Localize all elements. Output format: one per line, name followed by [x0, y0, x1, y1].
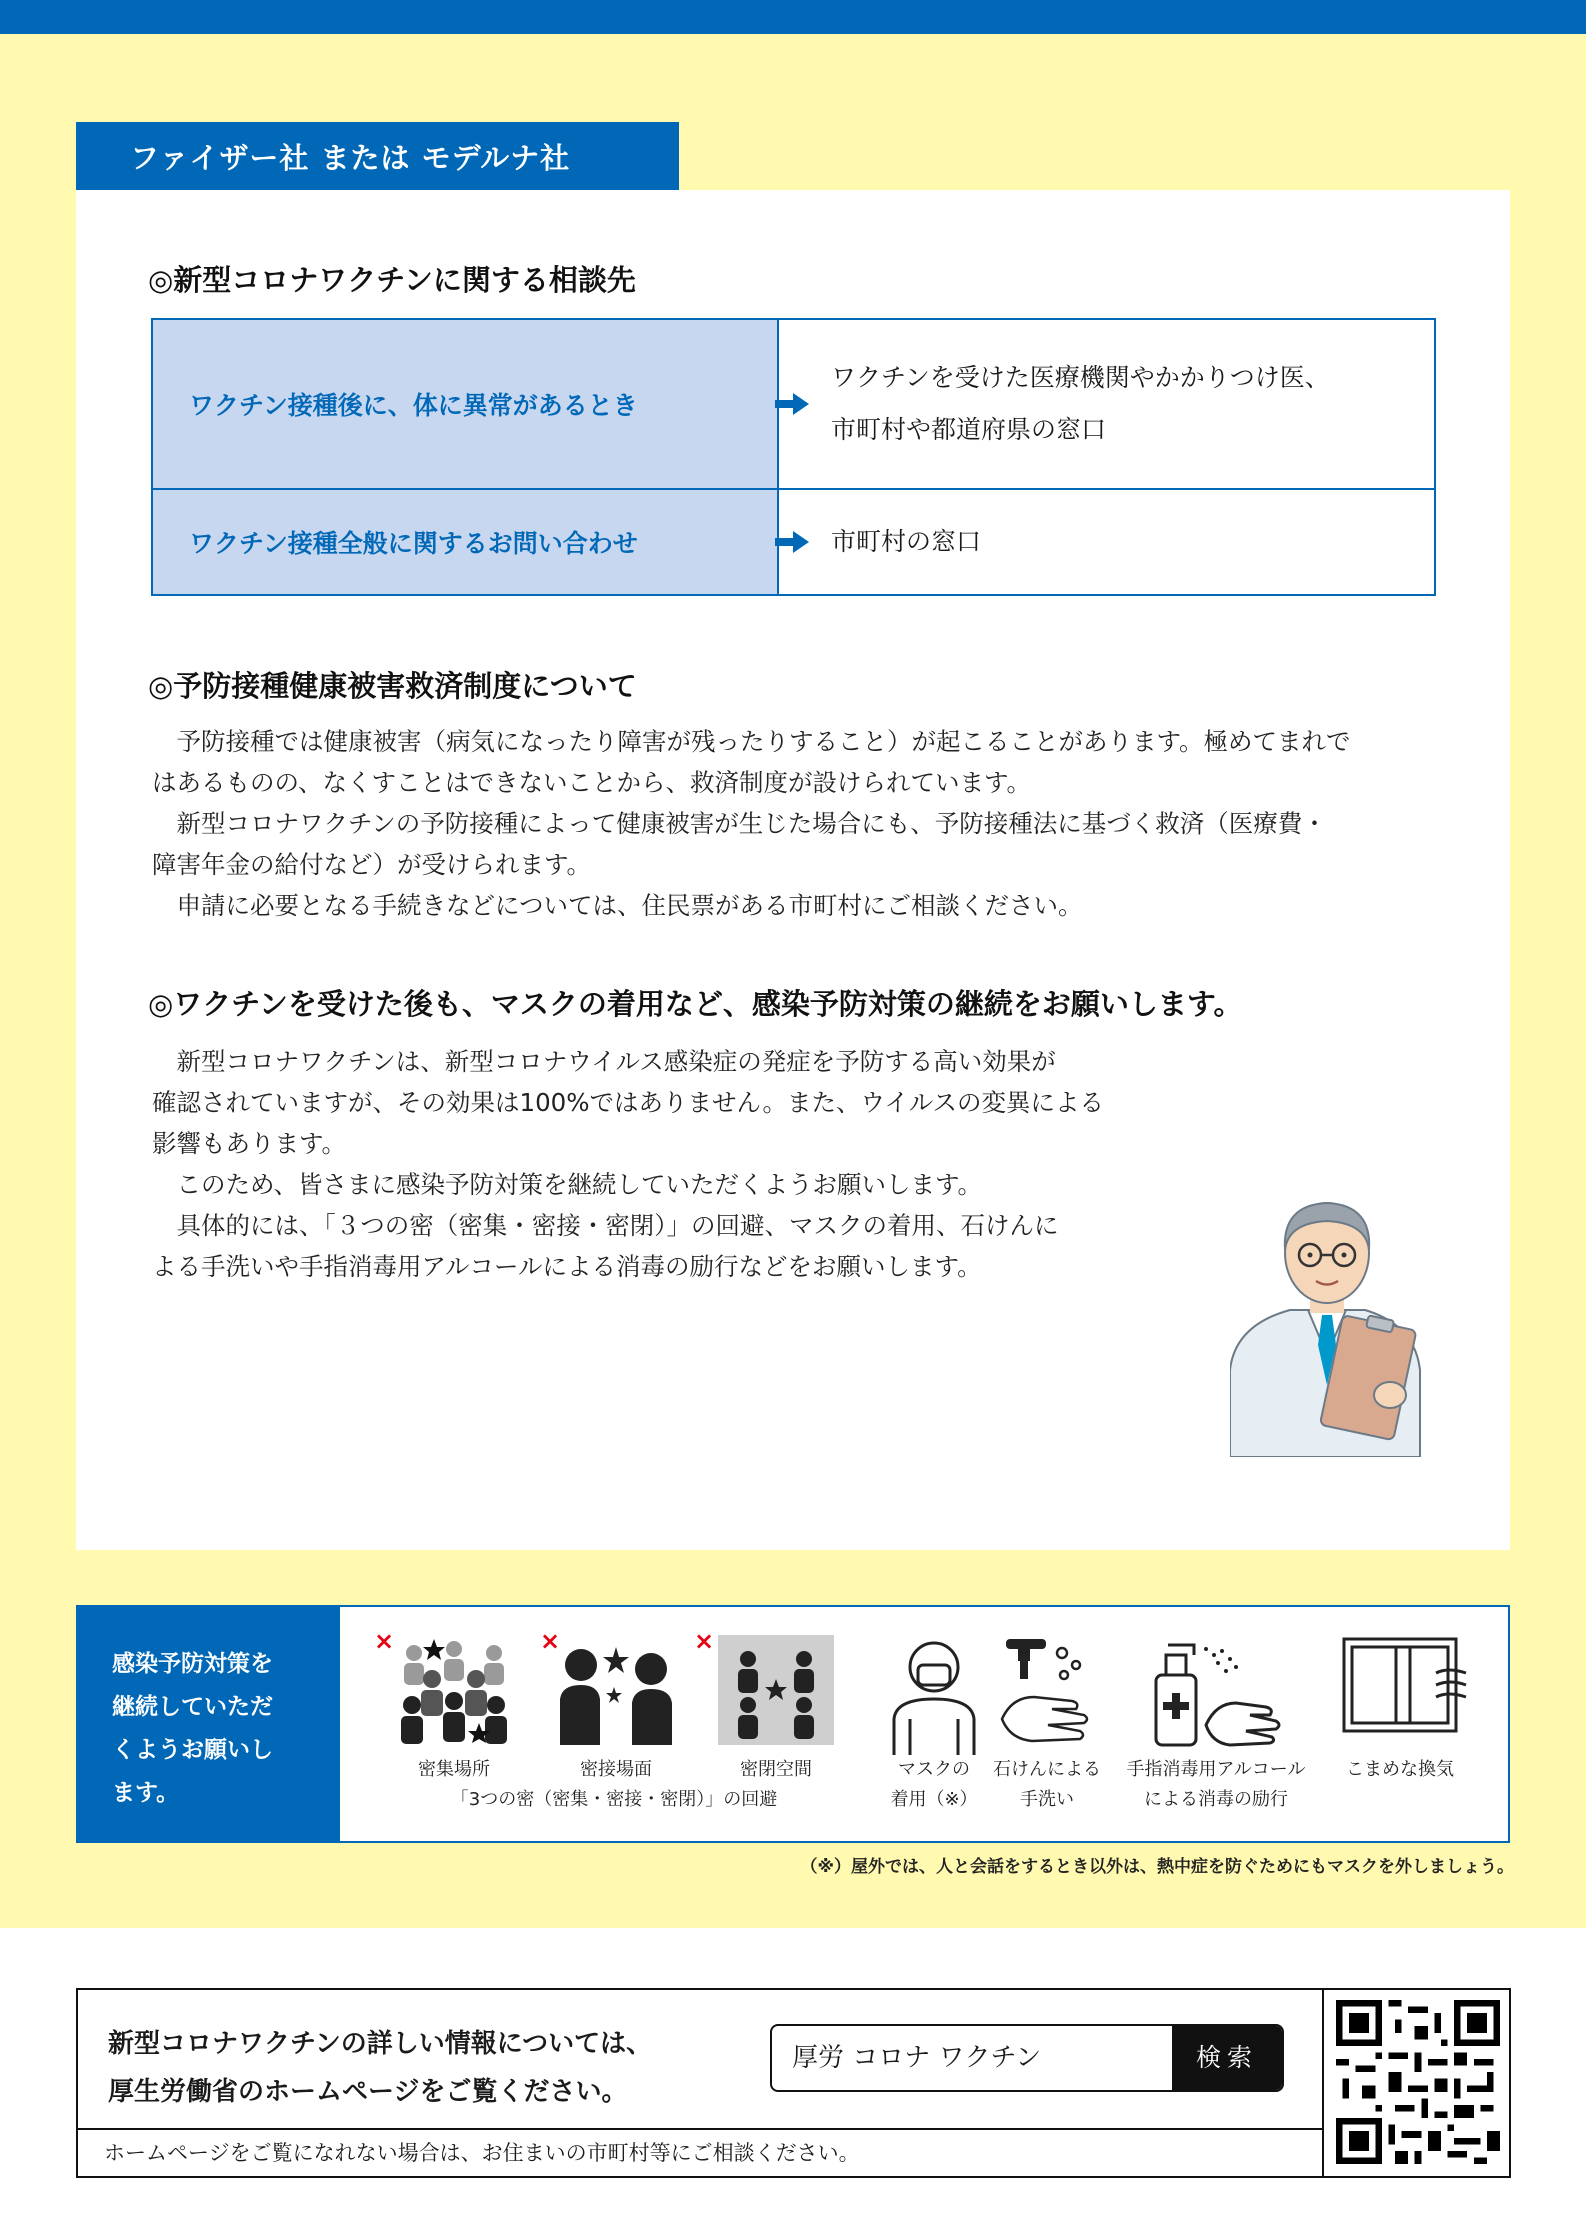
text-line: よる手洗いや手指消毒用アルコールによる消毒の励行などをお願いします。	[152, 1252, 982, 1281]
text-line: 具体的には、「３つの密（密集・密接・密閉）」の回避、マスクの着用、石けんに	[152, 1211, 1059, 1240]
caption-alcohol	[1126, 1755, 1306, 1815]
text-line: 厚生労働省のホームページをご覧ください。	[108, 2077, 628, 2107]
answer-line: ワクチンを受けた医療機関やかかりつけ医、	[831, 363, 1330, 392]
hand-washing-icon	[992, 1635, 1102, 1747]
text-line: 石けんによる	[993, 1759, 1101, 1780]
info-box	[76, 1988, 1511, 2178]
text-line: 手指消毒用アルコール	[1126, 1759, 1306, 1780]
text-line: 確認されていますが、その効果は100%ではありません。また、ウイルスの変異による	[152, 1088, 1105, 1117]
consult-row-label: ワクチン接種後に、体に異常があるとき	[153, 320, 779, 488]
cross-mark-icon: ×	[540, 1627, 561, 1655]
text-line: 感染予防対策を	[112, 1651, 273, 1677]
cross-mark-icon: ×	[694, 1627, 715, 1655]
caption-wash	[982, 1755, 1112, 1815]
consult-row-answer	[779, 490, 1434, 594]
text-line: はあるものの、なくすことはできないことから、救済制度が設けられています。	[152, 768, 1032, 797]
text-line: 着用（※）	[890, 1789, 978, 1810]
text-line: 継続していただ	[112, 1694, 273, 1720]
consult-row	[153, 490, 1434, 594]
cross-mark-icon: ×	[374, 1627, 395, 1655]
consult-table	[151, 318, 1436, 596]
info-text	[108, 2020, 652, 2116]
relief-paragraph	[152, 721, 1351, 926]
caption-crowd: 密集場所	[418, 1759, 490, 1780]
search-box[interactable]	[770, 2024, 1284, 2092]
doctor-illustration	[1230, 1195, 1425, 1457]
text-line: 新型コロナワクチンの予防接種によって健康被害が生じた場合にも、予防接種法に基づく救済（医療費・	[152, 809, 1327, 838]
arrow-right-icon	[775, 393, 809, 415]
text-line: くようお願いし	[112, 1737, 273, 1763]
text-line: 新型コロナワクチンの詳しい情報については、	[108, 2029, 653, 2059]
prevention-strip	[76, 1605, 1510, 1843]
divider	[78, 2128, 1322, 2130]
text-line: このため、皆さまに感染予防対策を継続していただくようお願いします。	[152, 1170, 983, 1199]
text-line: による消毒の励行	[1144, 1789, 1288, 1810]
strip-label	[78, 1607, 340, 1841]
text-line: 障害年金の給付など）が受けられます。	[152, 850, 592, 879]
text-line: ます。	[112, 1780, 180, 1806]
text-line: マスクの	[898, 1759, 970, 1780]
caption-close: 密接場面	[580, 1759, 652, 1780]
search-input[interactable]: 厚労 コロナ ワクチン	[792, 2043, 1042, 2073]
divider	[1322, 1990, 1324, 2176]
text-line: 新型コロナワクチンは、新型コロナウイルス感染症の発症を予防する高い効果が	[152, 1047, 1056, 1076]
closed-space-icon	[718, 1635, 834, 1745]
text-line: 手洗い	[1020, 1789, 1074, 1810]
text-line: 予防接種では健康被害（病気になったり障害が残ったりすること）が起こることがあります。極めてまれで	[152, 727, 1351, 756]
close-contact-icon	[556, 1635, 676, 1745]
section-tab: ファイザー社 または モデルナ社	[76, 122, 679, 190]
caption-closed: 密閉空間	[740, 1759, 812, 1780]
prevention-heading: ◎ワクチンを受けた後も、マスクの着用など、感染予防対策の継続をお願いします。	[148, 987, 1243, 1021]
mask-icon	[884, 1635, 984, 1755]
prevention-paragraph	[152, 1041, 1104, 1287]
text-line: 申請に必要となる手続きなどについては、住民票がある市町村にご相談ください。	[152, 891, 1083, 920]
answer-line: 市町村や都道府県の窓口	[831, 415, 1107, 444]
consult-row-label: ワクチン接種全般に関するお問い合わせ	[153, 490, 779, 594]
relief-heading: ◎予防接種健康被害救済制度について	[148, 669, 637, 703]
answer-line: 市町村の窓口	[831, 527, 982, 556]
caption-three-c: 「3つの密（密集・密接・密閉）」の回避	[450, 1789, 778, 1810]
arrow-right-icon	[775, 531, 809, 553]
crowded-place-icon	[394, 1635, 514, 1745]
text-line: 影響もあります。	[152, 1129, 347, 1158]
consult-row	[153, 320, 1434, 490]
mask-footnote: （※）屋外では、人と会話をするとき以外は、熱中症を防ぐためにもマスクを外しましょう。	[800, 1857, 1514, 1877]
search-button[interactable]: 検索	[1172, 2026, 1282, 2090]
qr-code-icon[interactable]	[1336, 2000, 1500, 2164]
sanitizer-icon	[1146, 1635, 1286, 1747]
info-footer: ホームページをご覧になれない場合は、お住まいの市町村等にご相談ください。	[104, 2141, 860, 2165]
consult-heading: ◎新型コロナワクチンに関する相談先	[148, 263, 636, 297]
top-bar	[0, 0, 1586, 34]
caption-ventilation: こまめな換気	[1346, 1759, 1454, 1780]
window-ventilation-icon	[1340, 1635, 1470, 1735]
consult-row-answer	[779, 320, 1434, 488]
